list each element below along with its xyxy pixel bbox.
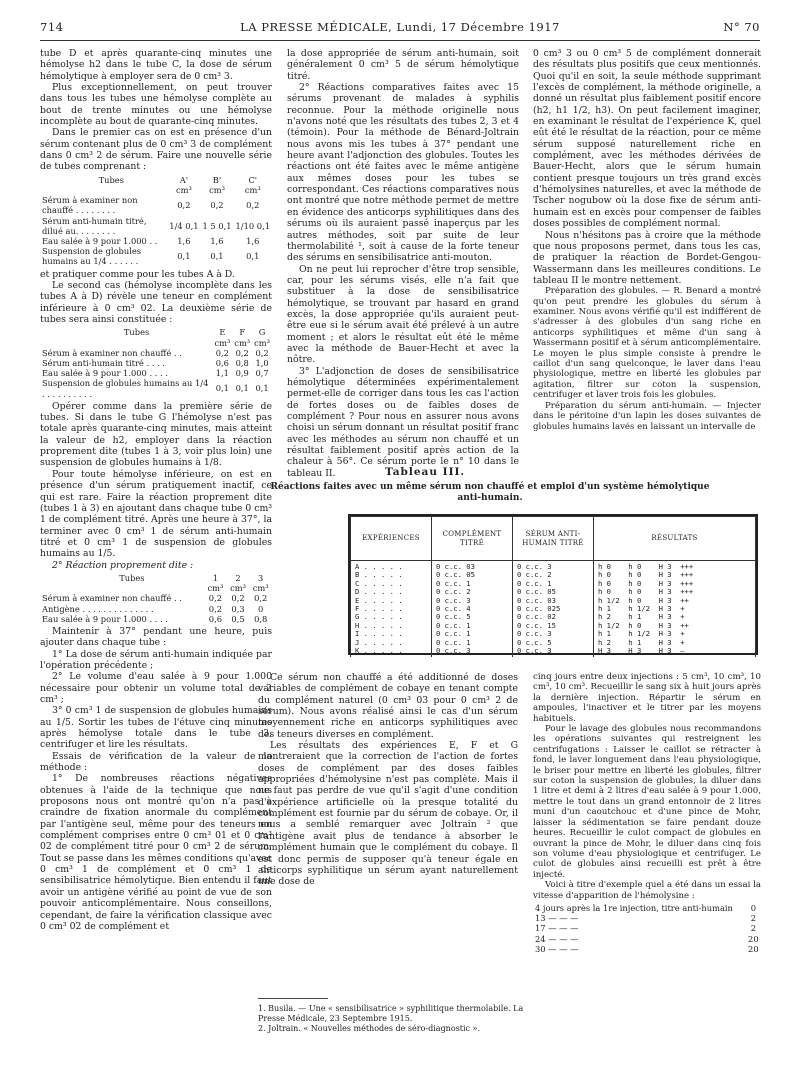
paragraph: 3° L'adjonction de doses de sensibilisatrice hémolytique déterminées expérimentalement permet-elle de corriger dans tous les cas l'action de fortes doses ou de faibles doses de complément ? Pour nous en assurer nous avons choisi un sérum donnant un résultat positif franc avec les méthodes au sérum non chauffé et un résultat faiblement positif après action de la chaleur à 56°. Ce sérum porte le n° 10 dans le tableau II.	[287, 365, 519, 479]
table-row: 30 — — — 20	[535, 943, 759, 954]
paragraph: Voici à titre d'exemple quel a été dans un essai la vitesse d'apparition de l'hémolysine :	[533, 880, 761, 901]
paragraph: 0 cm³ 3 ou 0 cm³ 5 de complément donnerait des résultats plus positifs que ceux mentionnés. Quoi qu'il en soit, la seule méthode supprimant l'excès de complément, la méthode originelle, a donné un résultat plus faiblement positif encore (h2, h1 1/2, h3). On peut facilement imaginer, en examinant le résultat de l'expérience K, quel eût été le résultat de la réaction, pour ce même sérum supposé naturellement riche en complément, avec les méthodes dérivées de Bauer-Hecht, alors que le sérum humain contient presque toujours un très grand excès d'hémolysines naturelles, et avec la méthode de Tscher nogubow où la dose fixe de sérum anti-humain est en excès pour compenser de faibles doses possibles de complément normal.	[533, 48, 761, 230]
paragraph: et pratiquer comme pour les tubes A à D.	[40, 268, 235, 280]
paragraph: Pour toute hémolyse inférieure, on est en présence d'un sérum pratiquement inactif, ce qui est rare. Faire la réaction proprement dite (tubes 1 à 3) en ajoutant dans chaque tube 0 cm³ 1 de complément titré. Après une heure à 37°, la terminer avec 0 cm³ 1 de sérum anti-humain titré et 0 cm³ 1 de suspension de globules humains au 1/5.	[40, 468, 272, 560]
page-header	[40, 18, 760, 38]
footnote: 2. Joltrain. « Nouvelles méthodes de séro-diagnostic ».	[258, 1024, 480, 1033]
paragraph: Préparation des globules. — R. Benard a montré qu'on peut prendre les globules du sérum à examiner. Nous avons vérifié qu'il est indifférent de s'adresser à des globules d'un sang riche en anticorps syphilitiques et même d'un sang à Wassermann positif et à sérum anticomplémentaire. Le moyen le plus simple consiste à prendre le caillot d'un sang quelconque, le laver dans l'eau physiologique, mettre en liberté les globules par agitation, filtrer sur coton la suspension, centrifuger et laver trois fois les globules.	[533, 286, 761, 401]
footnotes	[258, 1004, 528, 1034]
serum-column: 0 c.c. 3 0 c.c. 2 0 c.c. 1 0 c.c. 05 0 c.c. 03 0 c.c. 025 0 c.c. 02 0 c.c. 15 0 c.c. 3 0 c.c. 5 0 c.c. 3	[513, 561, 594, 658]
column-3-top	[533, 48, 761, 432]
paragraph: Ce sérum non chauffé a été additionné de doses variables de complément de cobaye en tenant compte du complément naturel (0 cm³ 03 pour 0 cm³ 2 de sérum). Nous avons réalisé ainsi le cas d'un sérum moyennement riche en anticorps syphilitiques avec des teneurs diverses en complément.	[258, 672, 518, 740]
journal-title: LA PRESSE MÉDICALE, Lundi, 17 Décembre 1917	[240, 20, 560, 34]
results-column: h 0 h 0 H 3 +++ h 0 h 0 H 3 +++ h 0 h 0 H 3 +++ h 0 h 0 H 3 +++ h 1/2 h 0 H 3 ++ h 1 h 1/2 H 3 + h 2 h 1 H 3 + h 1/2 h 0 H 3 ++ h 1 h 1/2 H 3 + h 2 h 1 H 3 + H 3 H 3 H 3 —	[594, 561, 756, 658]
results-table	[348, 514, 758, 655]
column-header: SÉRUM ANTI-HUMAIN TITRÉ	[513, 517, 594, 561]
table-row: Suspension de globules humains au 1/4 . . . . . . 0,1 0,1 0,1	[42, 246, 260, 267]
footnote-rule	[258, 998, 328, 999]
table-row: 17 — — — 2	[535, 923, 756, 934]
footnote: 1. Busila. — Une « sensibilisatrice » syphilitique thermolabile. La Presse Médicale, 23 Septembre 1915.	[258, 1004, 524, 1023]
experiences-column: A . . . . . B . . . . . C . . . . . D . . . . . E . . . . . F . . . . . G . . . . . H . . . . . I . . . . . J . . . . . K . . . . .	[351, 561, 432, 658]
table-row: Eau salée à 9 pour 1.000 . . . . 0,6 0,5 0,8	[42, 613, 268, 624]
paragraph: tube D et après quarante-cinq minutes une hémolyse h2 dans le tube C, la dose de sérum hémolytique à employer sera de 0 cm³ 3.	[40, 48, 272, 82]
reaction-table: Tubes 1 2 3 cm³ cm³ cm³ Sérum à examiner non chauffé . . 0,2 0,2 0,2 Antigène . . . . . . . . . . . . . . 0,2 0,3 0 Eau salée à 9 pour 1.000 . . . . 0,6 0,5 0,8	[40, 573, 272, 624]
paragraph: cinq jours entre deux injections : 5 cm³, 10 cm³, 10 cm³, 10 cm³. Recueillir le sang six à huit jours après la dernière injection. Répartir le sérum en ampoules, l'inactiver et le titrer par les moyens habituels.	[533, 672, 761, 724]
table-row: 24 — — — 20	[535, 933, 759, 944]
table-body-row	[351, 561, 756, 658]
paragraph: 2° Réactions comparatives faites avec 15 sérums provenant de malades à syphilis reconnue. Pour la méthode originelle nous n'avons noté que les résultats des tubes 2, 3 et 4 (témoin). Pour la méthode de Bénard-Joltrain nous avons mis les tubes à 37° pendant une heure avant l'adjonction des globules. Toutes les réactions ont été faites avec le même antigène aux mêmes doses pour les tubes se correspondant. Ces réactions comparatives nous ont montré que notre méthode permet de mettre en évidence des anticorps syphilitiques dans des sérums où ils auraient passé inaperçus par les autres méthodes, soit par suite de leur thermolabilité ¹, soit à cause de la forte teneur des sérums en sensibilisatrice anti-mouton.	[287, 82, 519, 264]
table-subtitle: Réactions faites avec un même sérum non chauffé et emploi d'un système hémolytique anti-humain.	[270, 482, 710, 503]
paragraph: Dans le premier cas on est en présence d'un sérum contenant plus de 0 cm³ 3 de complément dans 0 cm³ 2 de sérum. Faire une nouvelle série de tubes comprenant :	[40, 127, 272, 173]
column-header: COMPLÉMENT TITRÉ	[432, 517, 513, 561]
table-header: C'	[248, 174, 258, 185]
paragraph: Préparation du sérum anti-humain. — Injecter dans le péritoine d'un lapin les doses suivantes de globules humains lavés en laissant un intervalle de	[533, 400, 761, 432]
column-1	[40, 48, 272, 932]
table-row: 4 jours après la 1re injection, titre anti-humain 0	[535, 902, 756, 913]
section-heading: 2° Réaction proprement dite :	[52, 559, 194, 571]
column-header: EXPÉRIENCES	[351, 517, 432, 561]
table-header: 1	[212, 572, 219, 583]
paragraph: Plus exceptionnellement, on peut trouver dans tous les tubes une hémolyse complète au bout de trente minutes ou une hémolyse incomplète au bout de quarante-cinq minutes.	[40, 82, 272, 128]
paragraph: Nous n'hésitons pas à croire que la méthode que nous proposons permet, dans tous les cas, de pratiquer la réaction de Bordet-Gengou-Wassermann dans les meilleures conditions. Le tableau II le montre nettement.	[533, 229, 761, 286]
paragraph: la dose appropriée de sérum anti-humain, soit généralement 0 cm³ 5 de sérum hémolytique titré.	[287, 48, 519, 82]
table-header: Tubes	[119, 572, 145, 583]
series-table-2: Tubes E F G cm³ cm³ cm³ Sérum à examiner non chauffé . . 0,2 0,2 0,2 Sérum anti-humain titré . . . . 0,6 0,8 1,0 Eau salée à 9 pour 1.000 . . . . 1,1 0,9 0,7 Suspension de globules humains au 1/4 . . . . . . . . . . 0,1 0,1 0,1	[40, 327, 272, 398]
series-table-1: Tubes A' B' C' cm³ cm³ cm³ Sérum à examiner non chauffé . . . . . . . . 0,2 0,2 0,2 Sérum anti-humain titré, dilué au. . . . . . . . 1/4 0,1 1 5 0,1 1/10 0,1 Eau salée à 9 pour 1.000 . . 1,6 1,6 1,6 Suspension de globules humains au 1/4 . . . . . . 0,1 0,1 0,1	[40, 175, 272, 267]
paragraph: 3° 0 cm³ 1 de suspension de globules humains au 1/5. Sortir les tubes de l'étuve cinq minutes après hémolyse totale dans le tube 3, centrifuger et lire les résultats.	[40, 705, 272, 751]
paragraph: 2° Le volume d'eau salée à 9 pour 1.000 nécessaire pour obtenir un volume total de 2 cm³ ;	[40, 671, 272, 705]
hemolysin-schedule	[533, 903, 761, 954]
paragraph: Maintenir à 37° pendant une heure, puis ajouter dans chaque tube :	[40, 625, 272, 649]
table-header: 2	[235, 572, 241, 583]
issue-number: N° 70	[723, 20, 760, 34]
paragraph: Opérer comme dans la première série de tubes. Si dans le tube G l'hémolyse n'est pas totale après quarante-cinq minutes, mais atteint la valeur de h2, employer dans la réaction proprement dite (tubes 1 à 3, voir plus loin) une suspension de globules humains à 1/8.	[40, 400, 272, 469]
table-header: G	[258, 327, 266, 338]
table-row: Sérum à examiner non chauffé . . 0,2 0,2 0,2	[42, 347, 269, 358]
table-row: Sérum à examiner non chauffé . . 0,2 0,2 0,2	[42, 593, 268, 604]
paragraph: 1° La dose de sérum anti-humain indiquée par l'opération précédente ;	[40, 648, 272, 671]
paragraph: On ne peut lui reprocher d'être trop sensible, car, pour les sérums visés, elle n'a fait que substituer à la dose de sensibilisatrice hémolytique, se trouvant par hasard en grand excès, la dose appropriée qu'ils auraient peut-être eue si le sérum avait été prélevé à un autre moment ; et alors le résultat eût été le même avec la méthode de Bauer-Hecht et avec la nôtre.	[287, 263, 519, 366]
paragraph: Les résultats des expériences E, F et G montreraient que la correction de l'action de fortes doses de complément par des doses faibles appropriées d'hémolysine n'est pas complète. Mais il ne faut pas perdre de vue qu'il s'agit d'une condition d'expérience artificielle où la presque totalité du complément est fournie par du sérum de cobaye. Or, il nous a semblé remarquer avec Joltrain ² que l'antigène avait plus de tendance à absorber le complément humain que le complément du cobaye. Il est donc permis de supposer qu'à teneur égale en anticorps syphilitique un sérum ayant naturellement une dose de	[258, 740, 518, 888]
table-header: Tubes	[98, 174, 124, 185]
table-row: Eau salée à 9 pour 1.000 . . 1,6 1,6 1,6	[42, 236, 260, 246]
paragraph: 1° De nombreuses réactions négatives obtenues à l'aide de la technique que nous proposons nous ont montré qu'on n'a pas à craindre de fixation anormale du complément par l'antigène seul, même pour des teneurs en complément comprises entre 0 cm³ 01 et 0 cm³ 02 de complément titré pour 0 cm³ 2 de sérum. Tout se passe dans les mêmes conditions qu'avec 0 cm³ 1 de complément et 0 cm³ 1 de sensibilisatrice hémolytique. Bien entendu il faut avoir un antigène vérifié au point de vue de son pouvoir anticomplémentaire. Nous conseillons, cependant, de faire la vérification classique avec 0 cm³ 02 de complément et	[40, 773, 272, 932]
complement-column: 0 c.c. 03 0 c.c. 05 0 c.c. 1 0 c.c. 2 0 c.c. 3 0 c.c. 4 0 c.c. 5 0 c.c. 1 0 c.c. 1 0 c.c. 1 0 c.c. 3	[432, 561, 513, 658]
column-3-bottom	[533, 672, 761, 956]
table-row: Antigène . . . . . . . . . . . . . . 0,2 0,3 0	[42, 603, 264, 614]
table-header: A'	[179, 174, 189, 185]
table-row: Suspension de globules humains au 1/4 . . . . . . . . . . 0,1 0,1 0,1	[42, 378, 269, 399]
paragraph: Le second cas (hémolyse incomplète dans les tubes A à D) révèle une teneur en complément inférieure à 0 cm³ 02. La deuxième série de tubes sera ainsi constituée :	[40, 279, 272, 325]
table-header: 3	[258, 572, 264, 583]
table-row: Sérum anti-humain titré, dilué au. . . . . . . . 1/4 0,1 1 5 0,1 1/10 0,1	[42, 215, 270, 236]
table-row: Eau salée à 9 pour 1.000 . . . . 1,1 0,9 0,7	[42, 368, 269, 379]
header-rule	[40, 40, 760, 41]
table-header: Tubes	[123, 327, 150, 338]
table-row: Sérum anti-humain titré . . . . 0,6 0,8 1,0	[42, 357, 269, 368]
page-number: 714	[40, 20, 64, 34]
column-2-bottom	[258, 672, 518, 888]
table-row: 13 — — — 2	[535, 913, 756, 924]
table-row: Sérum à examiner non chauffé . . . . . . . . 0,2 0,2 0,2	[42, 195, 260, 216]
paragraph: Pour le lavage des globules nous recommandons les opérations suivantes qui restreignent les centrifugations : Laisser le caillot se rétracter à fond, le laver longuement dans l'eau physiologique, le briser pour mettre en liberté les globules, filtrer sur coton la suspension de globules, la diluer dans 1 litre et demi à 2 litres d'eau salée à 9 pour 1.000, mettre le tout dans un grand entonnoir de 2 litres muni d'un caoutchouc et d'une pince de Mohr, laisser la sédimentation se faire pendant douze heures. Recueillir le culot compact de globules en ouvrant la pince de Mohr, le diluer dans cinq fois son volume d'eau physiologique et centrifuger. Le culot de globules ainsi recueilli est prêt à être injecté.	[533, 724, 761, 880]
section-heading: Essais de vérification de la valeur de la méthode :	[40, 750, 272, 774]
table-header: F	[239, 327, 246, 338]
column-header: RÉSULTATS	[594, 517, 756, 561]
column-2	[287, 48, 519, 479]
table-title: Tableau III.	[384, 466, 466, 478]
table-header: B'	[212, 174, 222, 185]
table-header: E	[219, 327, 226, 338]
